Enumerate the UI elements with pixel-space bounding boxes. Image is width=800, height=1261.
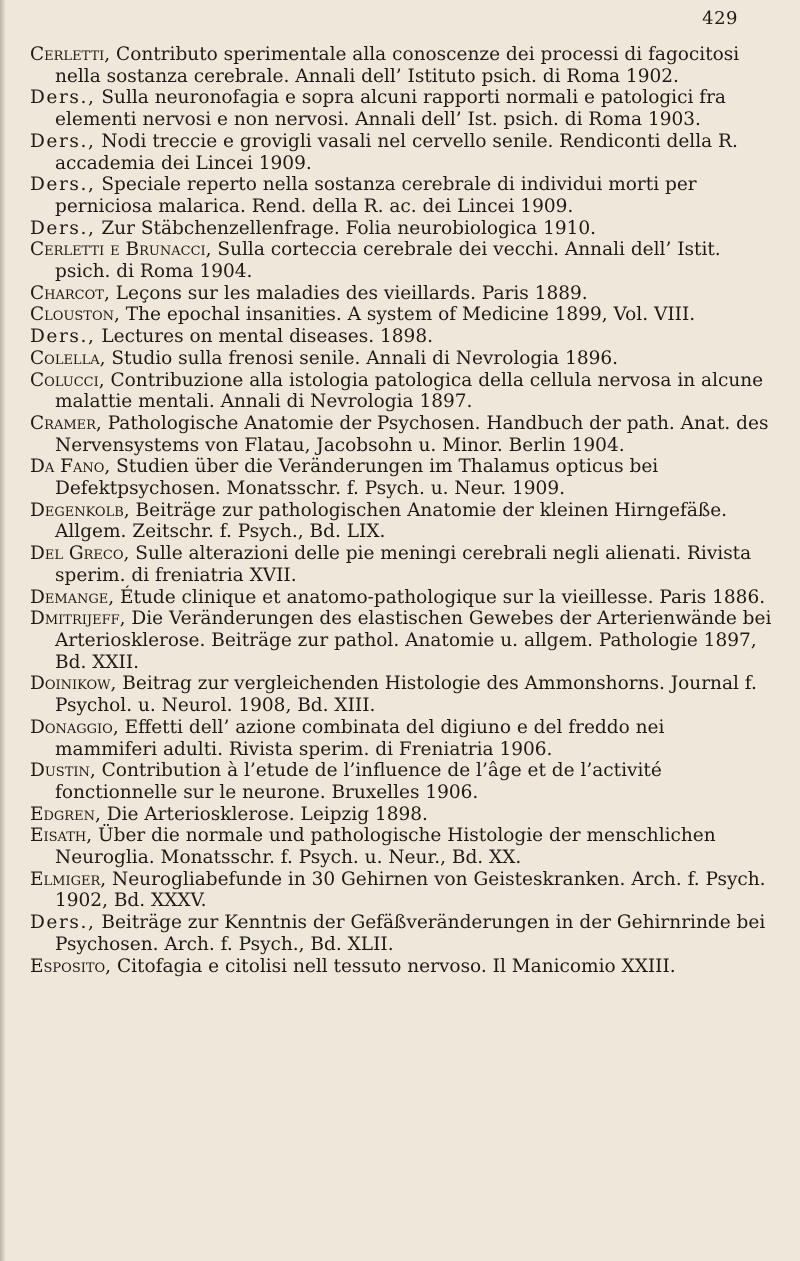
page-number: 429 (702, 8, 738, 29)
entry-text: Sulla neuronofagia e sopra alcuni rapporti normali e patologici fra elementi nervosi e non nervosi. Annali dell’ Ist. psich. di Roma 1903. (55, 87, 726, 131)
entry-author: Colucci, (30, 369, 105, 391)
bibliography-entry (30, 804, 772, 826)
entry-author: Charcot, (30, 282, 110, 304)
entry-text: Sulle alterazioni delle pie meningi cerebrali negli alienati. Rivista sperim. di freniatria XVII. (55, 543, 752, 586)
entry-text: Beitrag zur vergleichenden Histologie des Ammonshorns. Journal f. Psychol. u. Neurol. 1908, Bd. XIII. (55, 673, 757, 717)
entry-text: Sulla corteccia cerebrale dei vecchi. Annali dell’ Istit. psich. di Roma 1904. (55, 239, 721, 283)
binding-edge (0, 0, 6, 1261)
bibliography-entry (30, 413, 772, 456)
bibliography-entry (30, 825, 772, 868)
entry-author: Esposito, (30, 955, 112, 977)
entry-text: Étude clinique et anatomo-pathologique sur la vieillesse. Paris 1886. (114, 586, 766, 608)
entry-author: Ders., (30, 912, 96, 934)
entry-author: Dustin, (30, 760, 96, 782)
bibliography-entry (30, 760, 772, 803)
entry-text: The epochal insanities. A system of Medicine 1899, Vol. VIII. (119, 304, 696, 326)
bibliography-list (30, 44, 772, 977)
bibliography-entry (30, 44, 772, 87)
entry-author: Ders., (30, 326, 96, 348)
entry-author: Dmitrijeff, (30, 608, 126, 630)
entry-text: Zur Stäbchenzellenfrage. Folia neurobiologica 1910. (95, 217, 597, 239)
bibliography-entry (30, 174, 772, 217)
bibliography-entry (30, 912, 772, 955)
bibliography-entry (30, 500, 772, 543)
entry-text: Contribuzione alla istologia patologica della cellula nervosa in alcune malattie mentali. Annali di Nevrologia 1897. (55, 369, 764, 413)
entry-text: Studio sulla frenosi senile. Annali di Nevrologia 1896. (105, 347, 619, 369)
bibliography-entry (30, 348, 772, 370)
entry-author: Cerletti e Brunacci, (30, 239, 212, 261)
bibliography-entry (30, 87, 772, 130)
entry-text: Lectures on mental diseases. 1898. (95, 326, 433, 348)
entry-text: Nodi treccie e grovigli vasali nel cervello senile. Rendiconti della R. accademia dei Lincei 1909. (55, 130, 738, 174)
entry-author: Colella, (30, 347, 106, 369)
entry-author: Demange, (30, 586, 115, 608)
bibliography-entry (30, 304, 772, 326)
entry-text: Neurogliabefunde in 30 Gehirnen von Geisteskranken. Arch. f. Psych. 1902, Bd. XXXV. (55, 868, 766, 912)
bibliography-entry (30, 587, 772, 609)
entry-text: Studien über die Veränderungen im Thalamus opticus bei Defektpsychosen. Monatsschr. f. Psych. u. Neur. 1909. (55, 456, 659, 500)
entry-text: Citofagia e citolisi nell tessuto nervoso. Il Manicomio XXIII. (111, 955, 676, 977)
bibliography-entry (30, 131, 772, 174)
entry-text: Contribution à l’etude de l’influence de l’âge et de l’activité fonctionnelle sur le neurone. Bruxelles 1906. (55, 760, 662, 803)
entry-author: Degenkolb, (30, 499, 130, 521)
entry-text: Die Veränderungen des elastischen Gewebes der Arterienwände bei Arteriosklerose. Beiträge zur pathol. Anatomie u. allgem. Pathologie 1897, Bd. XXII. (55, 608, 772, 673)
entry-text: Die Arteriosklerose. Leipzig 1898. (100, 803, 428, 825)
entry-text: Beiträge zur pathologischen Anatomie der kleinen Hirngefäße. Allgem. Zeitschr. f. Psych., Bd. LIX. (55, 499, 728, 543)
entry-author: Ders., (30, 217, 96, 239)
entry-author: Elmiger, (30, 868, 107, 890)
bibliography-entry (30, 239, 772, 282)
bibliography-entry (30, 869, 772, 912)
entry-author: Eisath, (30, 825, 93, 847)
entry-author: Donaggio, (30, 716, 119, 738)
entry-text: Speciale reperto nella sostanza cerebrale di individui morti per perniciosa malarica. Rend. della R. ac. dei Lincei 1909. (55, 174, 697, 217)
entry-author: Clouston, (30, 304, 120, 326)
bibliography-entry (30, 218, 772, 240)
entry-text: Pathologische Anatomie der Psychosen. Handbuch der path. Anat. des Nervensystems von Flatau, Jacobsohn u. Minor. Berlin 1904. (55, 412, 769, 456)
entry-text: Beiträge zur Kenntnis der Gefäßveränderungen in der Gehirnrinde bei Psychosen. Arch. f. Psych., Bd. XLII. (55, 912, 766, 955)
bibliography-entry (30, 608, 772, 673)
bibliography-entry (30, 717, 772, 760)
bibliography-entry (30, 370, 772, 413)
entry-author: Da Fano, (30, 456, 111, 478)
entry-text: Contributo sperimentale alla conoscenze dei processi di fagocitosi nella sostanza cerebrale. Annali dell’ Istituto psich. di Roma 1902. (55, 44, 740, 87)
bibliography-entry (30, 543, 772, 586)
entry-text: Effetti dell’ azione combinata del digiuno e del freddo nei mammiferi adulti. Rivista sperim. di Freniatria 1906. (55, 716, 665, 760)
entry-author: Cerletti, (30, 44, 111, 65)
bibliography-entry (30, 956, 772, 978)
bibliography-entry (30, 283, 772, 305)
bibliography-entry (30, 673, 772, 716)
bibliography-entry (30, 326, 772, 348)
entry-author: Ders., (30, 174, 96, 196)
entry-author: Cramer, (30, 412, 102, 434)
bibliography-entry (30, 456, 772, 499)
entry-author: Ders., (30, 130, 96, 152)
entry-text: Über die normale und pathologische Histologie der menschlichen Neuroglia. Monatsschr. f. Psych. u. Neur., Bd. XX. (55, 825, 716, 869)
entry-author: Ders., (30, 87, 96, 109)
entry-author: Edgren, (30, 803, 101, 825)
entry-author: Del Greco, (30, 543, 130, 565)
entry-author: Doinikow, (30, 673, 117, 695)
entry-text: Leçons sur les maladies des vieillards. Paris 1889. (109, 282, 588, 304)
